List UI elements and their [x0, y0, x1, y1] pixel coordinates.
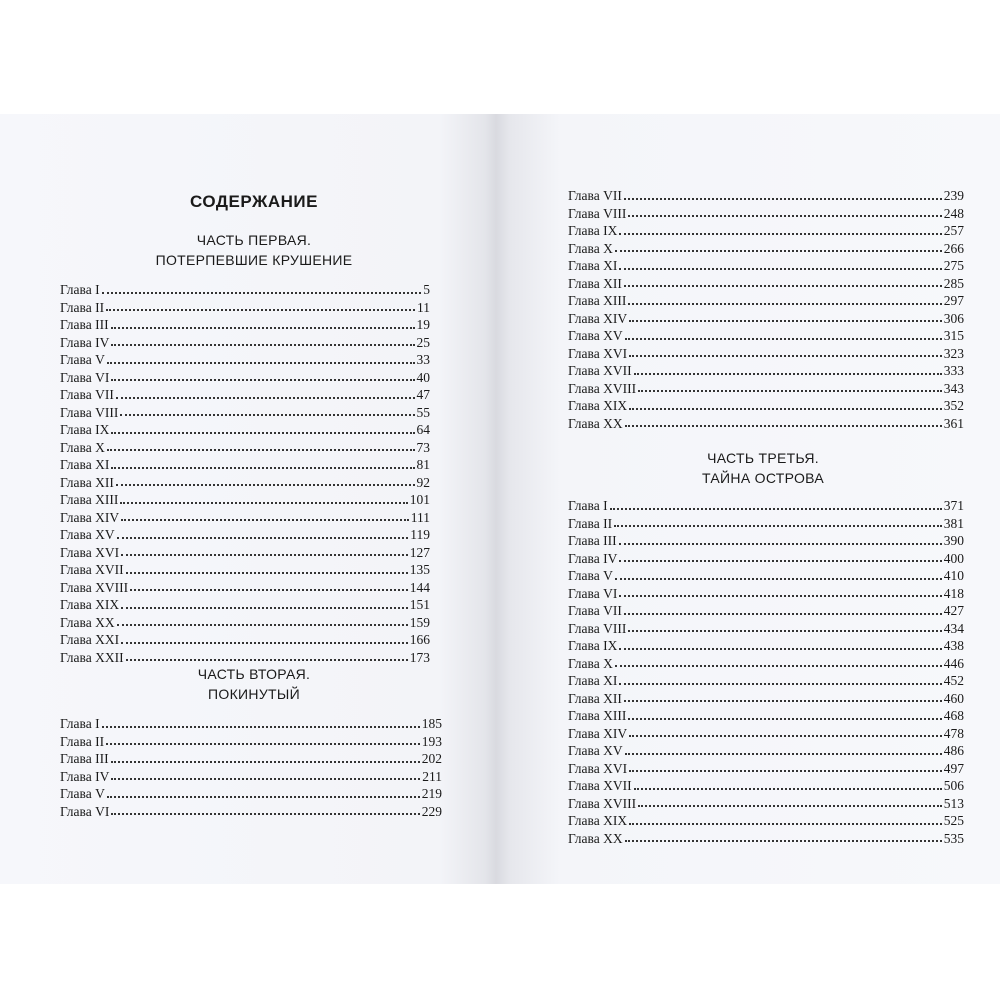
dot-leader [610, 508, 942, 510]
chapter-label: Глава I [568, 498, 608, 513]
toc-entry [60, 316, 430, 334]
part3-line2: ТАЙНА ОСТРОВА [702, 470, 824, 486]
chapter-label: Глава VIII [568, 205, 627, 221]
page-number: 166 [409, 632, 430, 647]
dot-leader [121, 607, 408, 609]
dot-leader [619, 543, 942, 545]
toc-entry [60, 614, 430, 632]
toc-entry [568, 742, 964, 760]
toc-entry [568, 362, 964, 380]
dot-leader [619, 595, 941, 597]
part1-line2: ПОТЕРПЕВШИЕ КРУШЕНИЕ [155, 252, 353, 268]
dot-leader [126, 572, 408, 574]
toc-entry [568, 567, 964, 585]
page-number: 468 [943, 708, 964, 723]
toc-entry [60, 421, 430, 439]
page-number: 513 [943, 795, 964, 811]
toc-entry [568, 620, 964, 638]
toc-entry [60, 369, 430, 387]
toc-entry [60, 561, 430, 579]
dot-leader [638, 390, 942, 392]
toc-entry [568, 725, 964, 743]
dot-leader [120, 502, 407, 504]
page-number: 361 [943, 415, 964, 431]
dot-leader [629, 823, 942, 825]
toc-entry [60, 509, 430, 527]
page-number: 5 [423, 282, 430, 297]
chapter-label: Глава IV [60, 768, 110, 784]
chapter-label: Глава XX [568, 415, 623, 431]
dot-leader [121, 519, 409, 521]
chapter-label: Глава X [60, 439, 105, 455]
page-number: 73 [416, 439, 430, 455]
toc-entry [568, 187, 964, 205]
chapter-label: Глава IX [568, 223, 618, 238]
chapter-label: Глава VII [568, 603, 622, 618]
page-number: 400 [943, 550, 964, 566]
page-number: 248 [943, 205, 964, 221]
page-number: 11 [417, 299, 430, 315]
toc-entry [568, 397, 964, 415]
chapter-label: Глава XII [60, 474, 114, 490]
dot-leader [120, 414, 414, 416]
chapter-label: Глава XI [568, 258, 618, 273]
part2-list-right [568, 187, 964, 432]
book-spread [0, 114, 1000, 884]
chapter-label: Глава XIII [568, 708, 627, 723]
chapter-label: Глава VIII [60, 404, 119, 420]
toc-title: СОДЕРЖАНИЕ [190, 192, 318, 211]
chapter-label: Глава IX [568, 638, 618, 653]
toc-entry [568, 550, 964, 568]
toc-entry [60, 733, 442, 751]
page-number: 159 [409, 614, 430, 630]
toc-entry [568, 497, 964, 515]
page-number: 81 [416, 457, 430, 472]
dot-leader [629, 735, 942, 737]
toc-entry [60, 334, 430, 352]
chapter-label: Глава VII [568, 188, 622, 203]
chapter-label: Глава X [568, 240, 613, 256]
toc-entry [568, 240, 964, 258]
dot-leader [624, 613, 942, 615]
toc-entry [60, 579, 430, 597]
dot-leader [126, 659, 408, 661]
page-number: 55 [416, 404, 430, 420]
toc-entry [60, 456, 430, 474]
chapter-label: Глава XIII [60, 492, 119, 507]
dot-leader [615, 578, 942, 580]
chapter-label: Глава I [60, 716, 100, 731]
page-number: 135 [409, 562, 430, 577]
dot-leader [638, 805, 942, 807]
part3-line1: ЧАСТЬ ТРЕТЬЯ. [707, 450, 819, 466]
toc-entry [60, 299, 430, 317]
page-number: 211 [422, 768, 442, 784]
toc-entry [568, 292, 964, 310]
toc-entry [568, 275, 964, 293]
page-number: 127 [409, 544, 430, 560]
toc-entry [568, 532, 964, 550]
dot-leader [629, 408, 942, 410]
page-number: 323 [943, 345, 964, 361]
page-number: 239 [943, 188, 964, 203]
page-number: 19 [416, 317, 430, 332]
chapter-label: Глава XII [568, 275, 622, 291]
part1-line1: ЧАСТЬ ПЕРВАЯ. [196, 232, 312, 248]
dot-leader [102, 726, 420, 728]
toc-entry [568, 655, 964, 673]
chapter-label: Глава XVIII [60, 579, 129, 595]
chapter-label: Глава XVIII [568, 795, 637, 811]
chapter-label: Глава II [60, 733, 105, 749]
toc-entry [568, 327, 964, 345]
part1-heading [0, 230, 508, 270]
part2-heading [0, 664, 508, 704]
toc-entry [568, 637, 964, 655]
page-number: 371 [943, 498, 964, 513]
page-number: 193 [421, 733, 442, 749]
page-number: 390 [943, 533, 964, 548]
page-number: 33 [416, 352, 430, 367]
toc-entry [60, 404, 430, 422]
chapter-label: Глава XVIII [568, 380, 637, 396]
chapter-label: Глава XV [60, 527, 115, 542]
toc-entry [568, 310, 964, 328]
toc-entry [60, 785, 442, 803]
toc-entry [568, 812, 964, 830]
page-number: 446 [943, 655, 964, 671]
toc-entry [60, 803, 442, 821]
chapter-label: Глава XIX [60, 597, 120, 612]
chapter-label: Глава XVII [568, 363, 632, 378]
toc-entry [568, 707, 964, 725]
dot-leader [619, 560, 941, 562]
page-number: 40 [416, 369, 430, 385]
chapter-label: Глава XVI [568, 345, 628, 361]
chapter-label: Глава VII [60, 387, 114, 402]
dot-leader [102, 292, 422, 294]
toc-entry [60, 526, 430, 544]
chapter-label: Глава XIV [60, 509, 120, 525]
chapter-label: Глава VIII [568, 620, 627, 636]
chapter-label: Глава XI [568, 673, 618, 688]
dot-leader [111, 344, 414, 346]
toc-entry [568, 830, 964, 848]
chapter-label: Глава III [60, 317, 109, 332]
dot-leader [121, 554, 408, 556]
dot-leader [107, 796, 420, 798]
toc-entry [568, 415, 964, 433]
dot-leader [116, 484, 415, 486]
toc-entry [568, 205, 964, 223]
dot-leader [111, 432, 414, 434]
page-number: 111 [410, 509, 430, 525]
toc-entry [568, 795, 964, 813]
chapter-label: Глава XIX [568, 813, 628, 828]
dot-leader [624, 700, 942, 702]
dot-leader [111, 379, 414, 381]
chapter-label: Глава III [568, 533, 617, 548]
chapter-label: Глава XV [568, 328, 623, 343]
chapter-label: Глава XX [568, 830, 623, 846]
toc-entry [568, 777, 964, 795]
dot-leader [106, 743, 420, 745]
page-number: 25 [416, 334, 430, 350]
chapter-label: Глава XV [568, 743, 623, 758]
page-number: 315 [943, 328, 964, 343]
toc-entry [568, 515, 964, 533]
page-number: 535 [943, 830, 964, 846]
page-number: 275 [943, 258, 964, 273]
dot-leader [614, 525, 942, 527]
dot-leader [111, 327, 415, 329]
page-number: 119 [410, 527, 430, 542]
page-number: 297 [943, 293, 964, 308]
dot-leader [629, 320, 942, 322]
toc-entry [60, 439, 430, 457]
dot-leader [107, 449, 415, 451]
dot-leader [625, 753, 942, 755]
toc-entry [568, 257, 964, 275]
page-number: 64 [416, 422, 430, 437]
toc-entry [60, 544, 430, 562]
dot-leader [111, 467, 414, 469]
part3-heading [658, 448, 868, 488]
dot-leader [629, 355, 942, 357]
page-number: 202 [421, 751, 442, 766]
dot-leader [619, 648, 941, 650]
dot-leader [107, 362, 415, 364]
toc-entry [60, 351, 430, 369]
toc-entry [568, 602, 964, 620]
left-page [0, 114, 492, 884]
chapter-label: Глава X [568, 655, 613, 671]
chapter-label: Глава IX [60, 422, 110, 437]
chapter-label: Глава V [568, 568, 613, 583]
toc-entry [568, 345, 964, 363]
page-number: 497 [943, 760, 964, 776]
toc-entry [60, 386, 430, 404]
dot-leader [628, 630, 941, 632]
page-number: 452 [943, 673, 964, 688]
chapter-label: Глава XXI [60, 632, 120, 647]
page-number: 486 [943, 743, 964, 758]
page-number: 478 [943, 725, 964, 741]
page-number: 410 [943, 568, 964, 583]
page-number: 185 [421, 716, 442, 731]
chapter-label: Глава XIV [568, 725, 628, 741]
dot-leader [629, 770, 942, 772]
chapter-label: Глава II [60, 299, 105, 315]
page-number: 92 [416, 474, 430, 490]
part2-line2: ПОКИНУТЫЙ [208, 686, 300, 702]
toc-entry [568, 760, 964, 778]
dot-leader [624, 285, 942, 287]
dot-leader [625, 338, 942, 340]
page-number: 525 [943, 813, 964, 828]
toc-entry [568, 690, 964, 708]
page-number: 266 [943, 240, 964, 256]
chapter-label: Глава XII [568, 690, 622, 706]
toc-entry [60, 715, 442, 733]
dot-leader [628, 718, 941, 720]
dot-leader [116, 397, 415, 399]
dot-leader [117, 537, 409, 539]
page-number: 434 [943, 620, 964, 636]
page-number: 343 [943, 380, 964, 396]
page-number: 47 [416, 387, 430, 402]
dot-leader [121, 642, 408, 644]
toc-entry [60, 750, 442, 768]
page-number: 333 [943, 363, 964, 378]
page-number: 427 [943, 603, 964, 618]
dot-leader [106, 309, 415, 311]
page-number: 285 [943, 275, 964, 291]
page-number: 257 [943, 223, 964, 238]
chapter-label: Глава I [60, 282, 100, 297]
dot-leader [625, 840, 942, 842]
dot-leader [624, 198, 942, 200]
chapter-label: Глава XIV [568, 310, 628, 326]
page-number: 306 [943, 310, 964, 326]
chapter-label: Глава VI [568, 585, 618, 601]
chapter-label: Глава IV [60, 334, 110, 350]
toc-entry [60, 491, 430, 509]
dot-leader [625, 425, 942, 427]
page-number: 438 [943, 638, 964, 653]
toc-entry [568, 672, 964, 690]
part1-list [60, 281, 430, 666]
toc-entry [60, 474, 430, 492]
dot-leader [615, 250, 942, 252]
part3-list [568, 497, 964, 847]
dot-leader [117, 624, 408, 626]
dot-leader [634, 788, 942, 790]
chapter-label: Глава XVI [60, 544, 120, 560]
toc-entry [60, 631, 430, 649]
page-number: 101 [409, 492, 430, 507]
chapter-label: Глава VI [60, 369, 110, 385]
dot-leader [619, 268, 941, 270]
chapter-label: Глава III [60, 751, 109, 766]
chapter-label: Глава IV [568, 550, 618, 566]
part2-line1: ЧАСТЬ ВТОРАЯ. [197, 666, 311, 682]
toc-entry [60, 281, 430, 299]
chapter-label: Глава XIX [568, 398, 628, 413]
toc-entry [60, 768, 442, 786]
page-number: 506 [943, 778, 964, 793]
chapter-label: Глава VI [60, 803, 110, 819]
toc-entry [568, 585, 964, 603]
dot-leader [634, 373, 942, 375]
chapter-label: Глава XVI [568, 760, 628, 776]
dot-leader [615, 665, 942, 667]
page-number: 381 [943, 515, 964, 531]
dot-leader [111, 778, 420, 780]
right-page [508, 114, 1000, 884]
chapter-label: Глава II [568, 515, 613, 531]
toc-entry [568, 222, 964, 240]
chapter-label: Глава XIII [568, 293, 627, 308]
chapter-label: Глава V [60, 786, 105, 801]
dot-leader [130, 589, 408, 591]
page-number: 418 [943, 585, 964, 601]
dot-leader [111, 813, 419, 815]
part2-list-left [60, 715, 442, 820]
chapter-label: Глава XVII [60, 562, 124, 577]
page-number: 460 [943, 690, 964, 706]
chapter-label: Глава XI [60, 457, 110, 472]
page-number: 229 [421, 803, 442, 819]
page-number: 219 [421, 786, 442, 801]
chapter-label: Глава V [60, 352, 105, 367]
page-number: 144 [409, 579, 430, 595]
dot-leader [619, 233, 941, 235]
toc-entry [60, 596, 430, 614]
dot-leader [628, 303, 941, 305]
dot-leader [111, 761, 420, 763]
dot-leader [619, 683, 941, 685]
page-number: 151 [409, 597, 430, 612]
page-number: 352 [943, 398, 964, 413]
chapter-label: Глава XXII [60, 649, 124, 665]
page-number: 173 [409, 649, 430, 665]
toc-entry [568, 380, 964, 398]
chapter-label: Глава XX [60, 614, 115, 630]
dot-leader [628, 215, 941, 217]
chapter-label: Глава XVII [568, 778, 632, 793]
